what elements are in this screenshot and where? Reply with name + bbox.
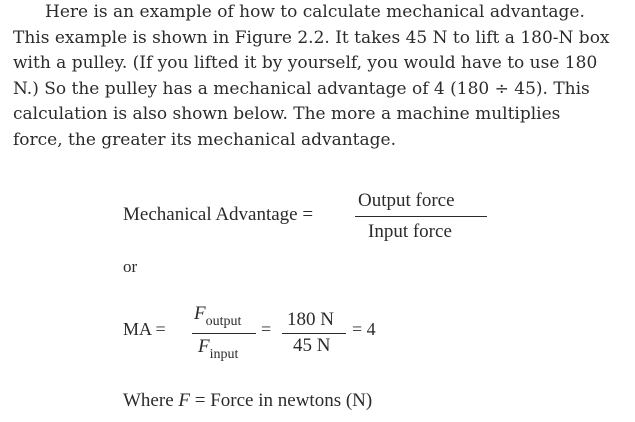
where-line xyxy=(123,390,372,412)
formula2-f-sub-output: output xyxy=(205,314,242,329)
formula2-result: = 4 xyxy=(352,319,376,339)
formula2-f-symbol-num: F xyxy=(194,303,206,324)
formula1-numerator: Output force xyxy=(358,190,455,211)
formula1-denominator: Input force xyxy=(368,221,452,242)
formula2-fraction-bar-symbols xyxy=(192,333,256,334)
where-suffix: = Force in newtons (N) xyxy=(190,390,373,411)
or-text: or xyxy=(123,257,138,276)
formula2-f-output xyxy=(194,303,242,329)
formula2-f-sub-input: input xyxy=(209,347,239,362)
where-prefix: Where xyxy=(123,390,179,411)
formula2-denominator-value: 45 N xyxy=(293,335,331,356)
formula2-f-input xyxy=(198,336,239,362)
formula2-numerator-value: 180 N xyxy=(287,309,334,330)
formula1-lhs: Mechanical Advantage = xyxy=(123,204,314,225)
formula2-lhs: MA = xyxy=(123,319,166,339)
formula2-equals: = xyxy=(261,319,272,339)
formula1-fraction-bar xyxy=(355,216,487,217)
formula2-f-symbol-den: F xyxy=(198,336,210,357)
body-paragraph: Here is an example of how to calculate mechanical advantage. This example is shown in Figure 2.2. It takes 45 N to lift a 180-N box with a pulley. (If you lifted it by yourself, you would have to use 180 N.) So the pulley has a mechanical advantage of 4 (180 ÷ 45). This calculation is also shown below. The more a machine multiplies force, the greater its mechanical advantage. xyxy=(13,2,610,150)
formula2-fraction-bar-values xyxy=(282,333,346,334)
where-symbol: F xyxy=(178,390,190,411)
